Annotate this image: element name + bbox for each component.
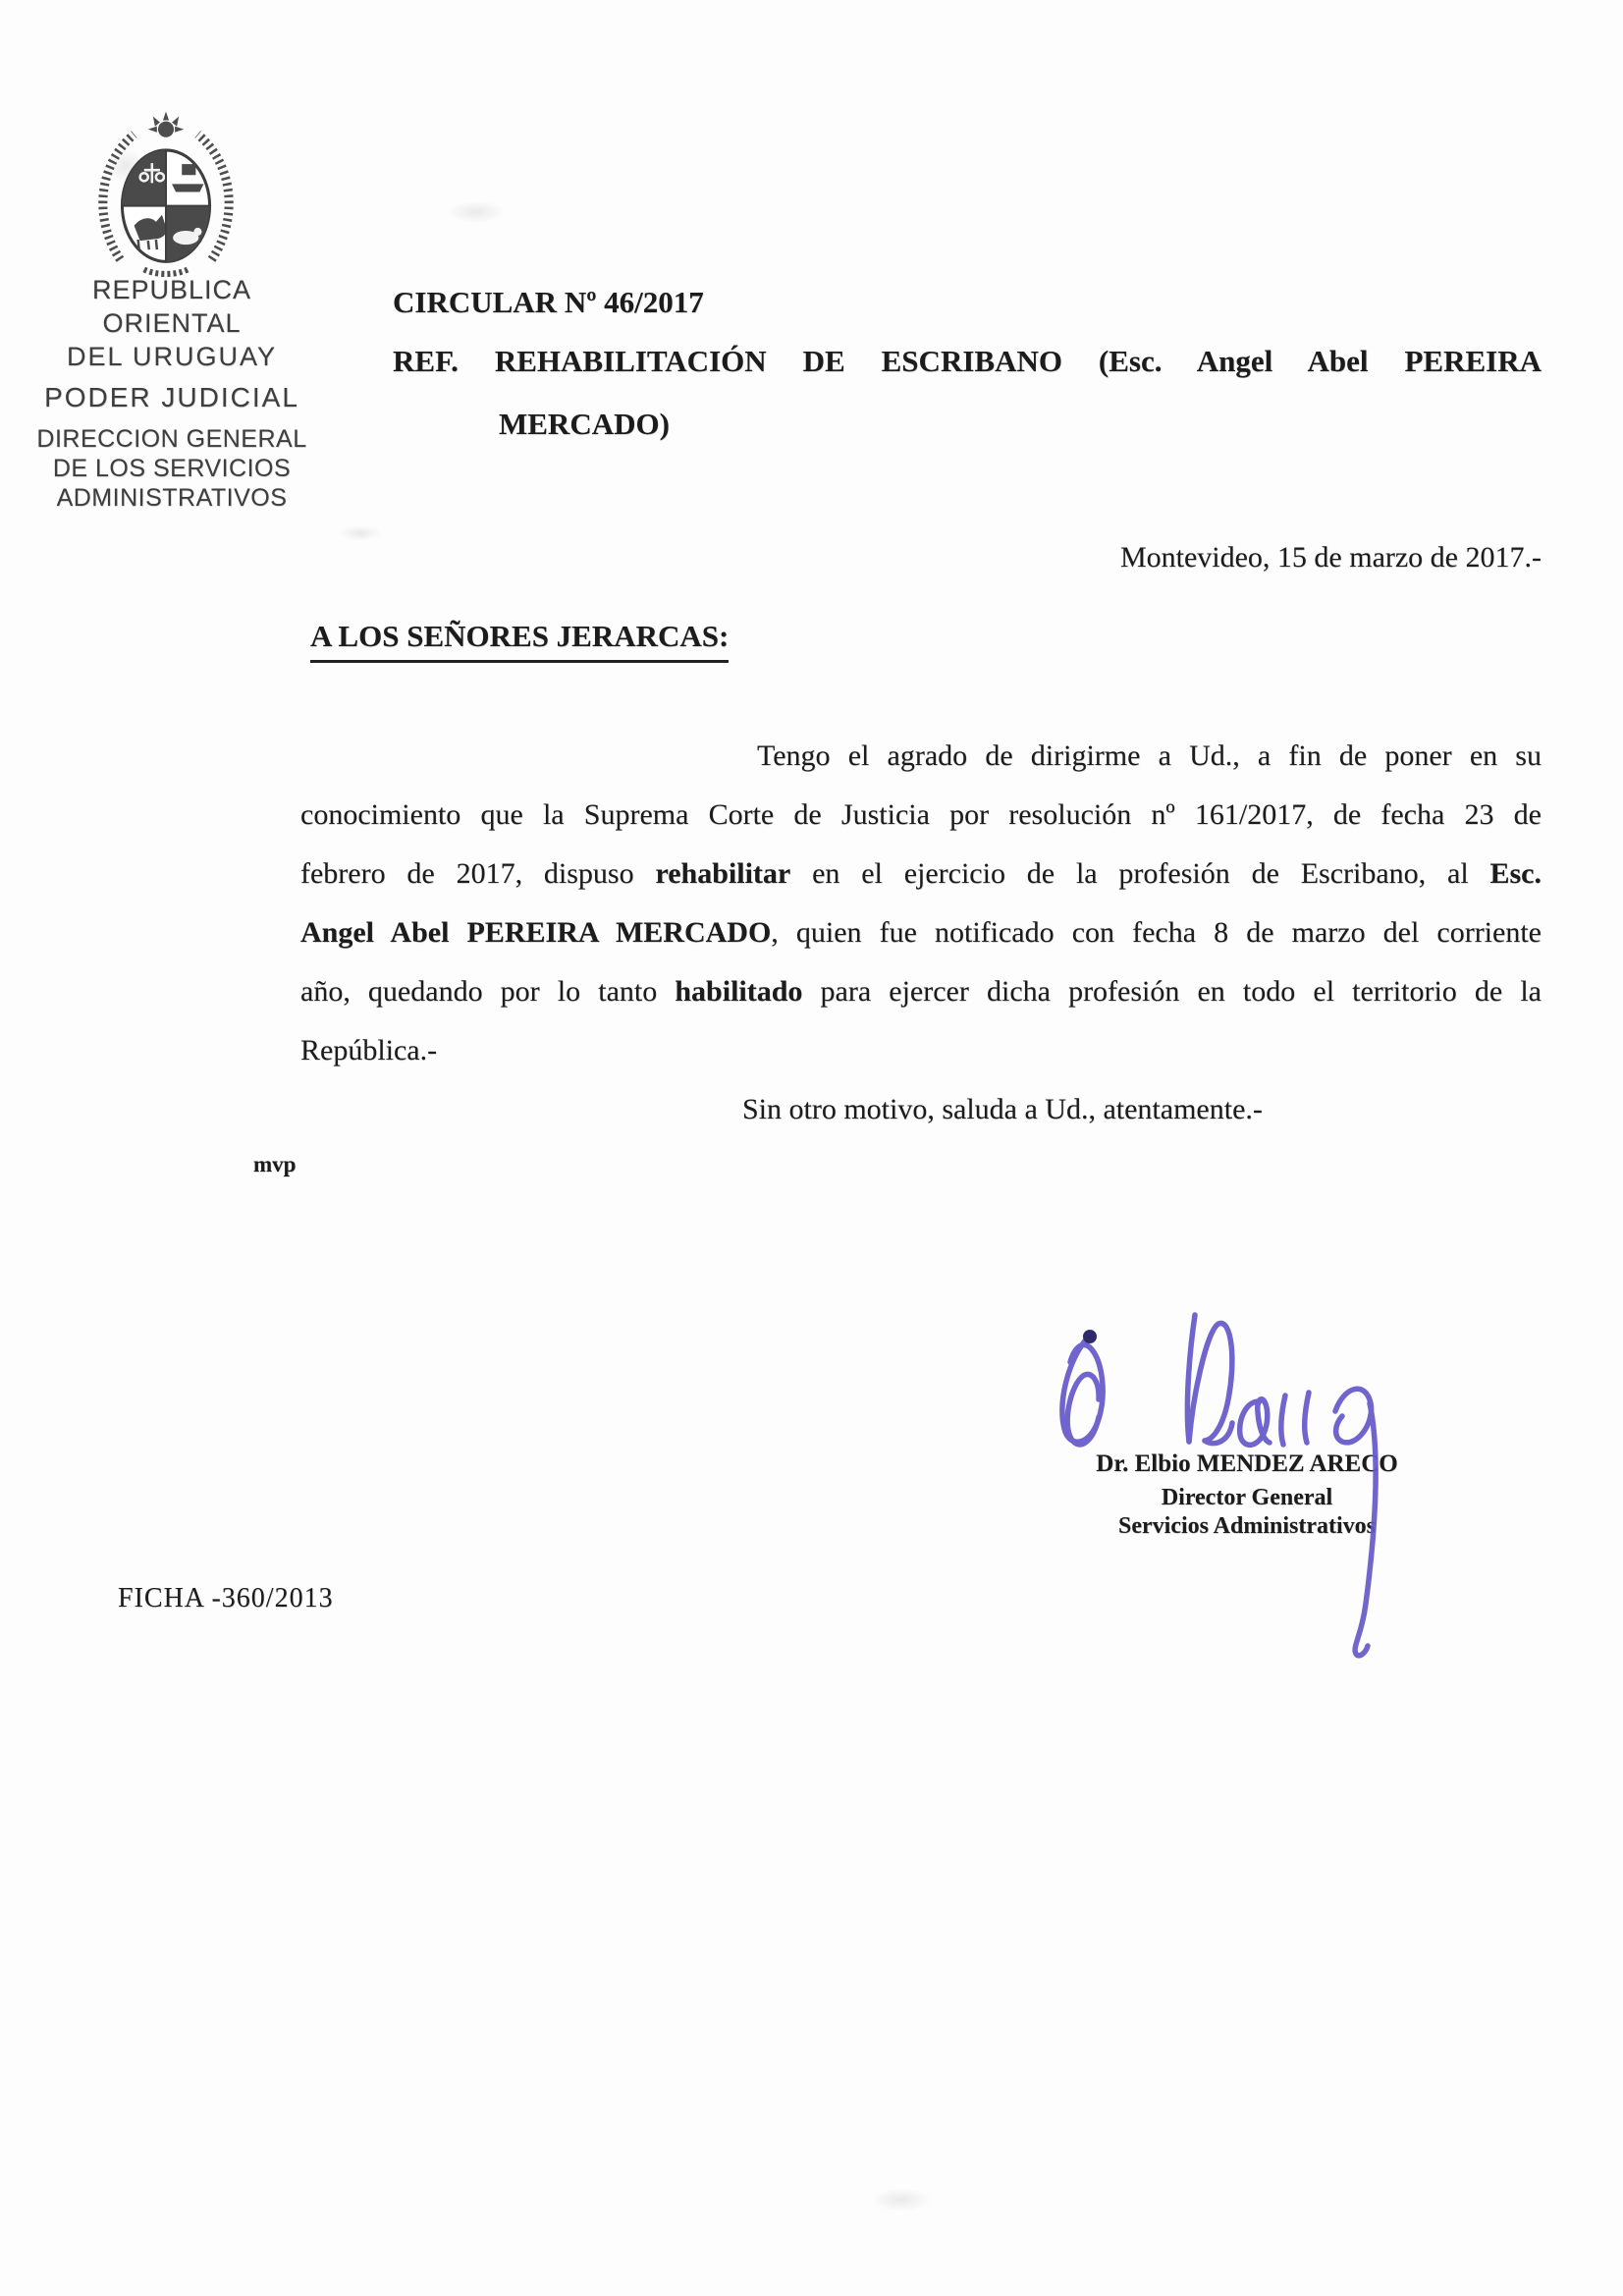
body-text-run: en el ejercicio de la profesión de Escribano, al bbox=[790, 857, 1490, 890]
salutation: A LOS SEÑORES JERARCAS: bbox=[310, 617, 729, 663]
body-text-run: , quien fue notificado con fecha 8 de marzo del corriente año, quedando por lo tanto bbox=[300, 916, 1542, 1008]
circular-number: CIRCULAR Nº 46/2017 bbox=[393, 285, 704, 319]
letterhead-line: ADMINISTRATIVOS bbox=[56, 484, 288, 512]
letterhead-line: DIRECCION GENERAL bbox=[36, 425, 307, 453]
signatory-name: Dr. Elbio MENDEZ ARECO bbox=[1096, 1450, 1398, 1477]
signature-ink-blot bbox=[1083, 1330, 1097, 1343]
dateline: Montevideo, 15 de marzo de 2017.- bbox=[1119, 541, 1542, 574]
subject-line-2: MERCADO) bbox=[499, 407, 670, 441]
signature-block bbox=[1021, 1301, 1434, 1674]
signatory-title-2: Servicios Administrativos bbox=[1118, 1513, 1376, 1539]
typist-initials: mvp bbox=[253, 1152, 297, 1176]
scan-artifact bbox=[339, 525, 382, 541]
letterhead-line: DE LOS SERVICIOS bbox=[52, 455, 292, 482]
closing-line: Sin otro motivo, saluda a Ud., atentamente.- bbox=[742, 1093, 1263, 1125]
body-text-run-bold: rehabilitar bbox=[655, 857, 791, 890]
file-reference: FICHA -360/2013 bbox=[118, 1583, 334, 1613]
body-text-run-bold: habilitado bbox=[675, 975, 803, 1008]
sun-icon bbox=[148, 111, 184, 137]
scan-artifact bbox=[872, 2188, 931, 2212]
subject-line-1: REF. REHABILITACIÓN DE ESCRIBANO (Esc. Angel Abel PEREIRA bbox=[393, 344, 1542, 378]
signatory-title-1: Director General bbox=[1161, 1485, 1333, 1510]
letterhead-line: DEL URUGUAY bbox=[66, 342, 278, 371]
body-text-run: para ejercer dicha profesión en todo el territorio de la República.- bbox=[300, 975, 1542, 1066]
letterhead-line: REPUBLICA ORIENTAL bbox=[91, 275, 252, 338]
scan-artifact bbox=[106, 149, 145, 183]
body-text-run: Tengo el agrado de dirigirme a Ud., a fin de poner en su conocimiento que la Suprema Corte de Justicia por resolución nº 161/2017, de fecha 23 de febrero de 2017, dispuso bbox=[300, 739, 1542, 890]
scan-artifact bbox=[447, 201, 506, 223]
body-paragraph bbox=[300, 727, 1542, 1080]
letterhead-line: PODER JUDICIAL bbox=[44, 382, 299, 412]
signatory-text bbox=[1060, 1449, 1434, 1541]
letterhead-org-block bbox=[27, 273, 316, 513]
body-text-run-bold: Esc. Angel Abel PEREIRA MERCADO bbox=[300, 857, 1542, 949]
uruguay-coat-of-arms-icon bbox=[86, 108, 245, 283]
